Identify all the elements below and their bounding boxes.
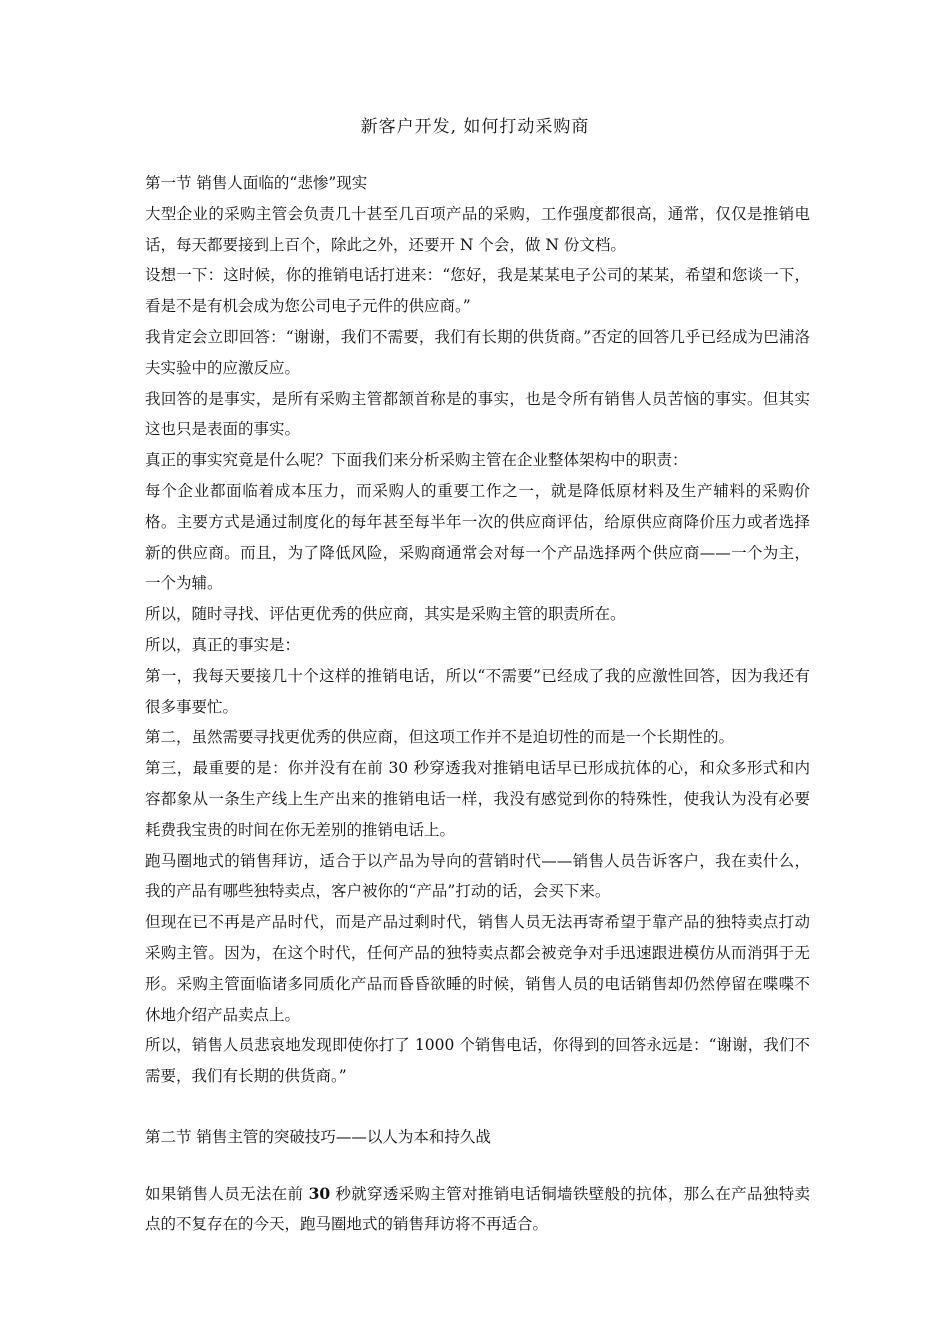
section-2-body — [145, 1179, 810, 1239]
paragraph-text: 秒就穿透采购主管对推销电话铜墙铁壁般的抗体，那么在产品独特卖点的不复存在的今天，跑马圈地式的销售拜访将不再适合。 — [145, 1184, 810, 1233]
section-1-heading: 第一节 销售人面临的“悲惨”现实 — [145, 174, 368, 192]
paragraph: 所以，真正的事实是： — [145, 635, 301, 654]
document-title: 新客户开发, 如何打动采购商 — [360, 117, 590, 137]
paragraph: 我回答的是事实，是所有采购主管都颔首称是的事实，也是令所有销售人员苦恼的事实。但其实这也只是表面的事实。 — [145, 389, 810, 439]
paragraph: 每个企业都面临着成本压力，而采购人的重要工作之一，就是降低原材料及生产辅料的采购价格。主要方式是通过制度化的每年甚至每半年一次的供应商评估，给原供应商降价压力或者选择新的供应商。而且，为了降低风险，采购商通常会对每一个产品选择两个供应商——一个为主，一个为辅。 — [145, 481, 810, 593]
paragraph: 第二，虽然需要寻找更优秀的供应商，但这项工作并不是迫切性的而是一个长期性的。 — [145, 728, 735, 747]
paragraph: 大型企业的采购主管会负责几十甚至几百项产品的采购，工作强度都很高，通常，仅仅是推销电话，每天都要接到上百个，除此之外，还要开 N 个会，做 N 份文档。 — [145, 204, 810, 254]
paragraph-text: 如果销售人员无法在前 — [145, 1184, 309, 1203]
paragraph: 但现在已不再是产品时代，而是产品过剩时代，销售人员无法再寄希望于靠产品的独特卖点打动采购主管。因为，在这个时代，任何产品的独特卖点都会被竞争对手迅速跟进模仿从而消弭于无形。采购主管面临诸多同质化产品而昏昏欲睡的时候，销售人员的电话销售却仍然停留在喋喋不休地介绍产品卖点上。 — [145, 913, 810, 1024]
paragraph: 跑马圈地式的销售拜访，适合于以产品为导向的营销时代——销售人员告诉客户，我在卖什么，我的产品有哪些独特卖点，客户被你的“产品”打动的话，会买下来。 — [145, 851, 810, 901]
paragraph: 所以，销售人员悲哀地发现即使你打了 1000 个销售电话，你得到的回答永远是：“谢谢，我们不需要，我们有长期的供货商。” — [145, 1036, 810, 1086]
spacer — [145, 1092, 810, 1122]
spacer — [145, 1153, 810, 1179]
paragraph: 所以，随时寻找、评估更优秀的供应商，其实是采购主管的职责所在。 — [145, 605, 626, 624]
paragraph — [145, 1179, 810, 1239]
paragraph: 设想一下：这时候，你的推销电话打进来：“您好，我是某某电子公司的某某，希望和您谈一下，看是不是有机会成为您公司电子元件的供应商。” — [145, 266, 810, 316]
paragraph: 真正的事实究竟是什么呢？下面我们来分析采购主管在企业整体架构中的职责： — [145, 451, 688, 470]
paragraph: 第一，我每天要接几十个这样的推销电话，所以“不需要”已经成了我的应激性回答，因为我还有很多事要忙。 — [145, 666, 810, 716]
document-body — [145, 168, 810, 1239]
paragraph: 第三，最重要的是：你并没有在前 30 秒穿透我对推销电话早已形成抗体的心，和众多形式和内容都象从一条生产线上生产出来的推销电话一样，我没有感觉到你的特殊性，使我认为没有必要耗费我宝贵的时间在你无差别的推销电话上。 — [145, 759, 810, 839]
section-2-heading: 第二节 销售主管的突破技巧——以人为本和持久战 — [145, 1127, 491, 1146]
emphasis-number: 30 — [308, 1183, 331, 1203]
paragraph: 我肯定会立即回答：“谢谢，我们不需要，我们有长期的供货商。”否定的回答几乎已经成为巴浦洛夫实验中的应激反应。 — [145, 327, 810, 377]
